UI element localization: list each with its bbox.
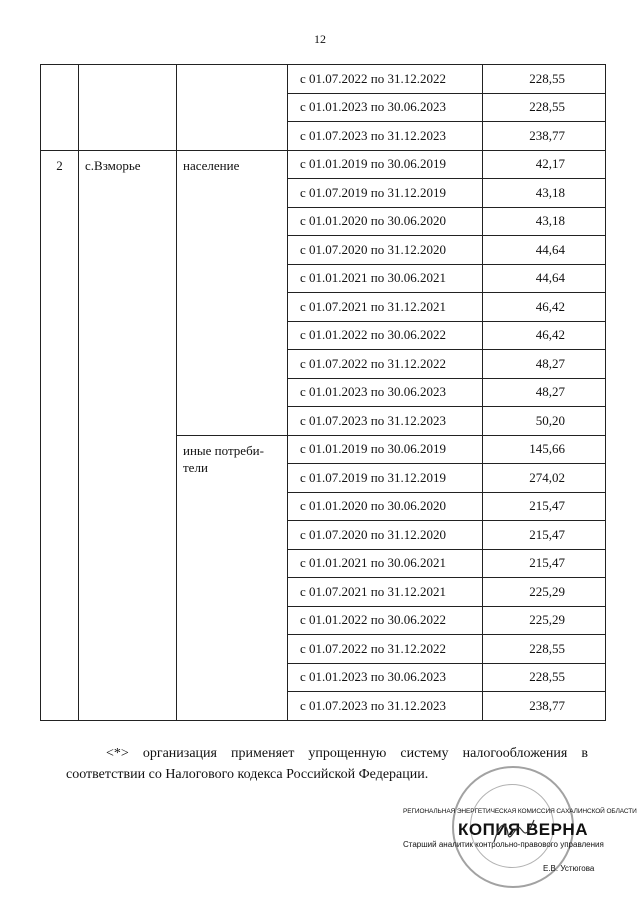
settlement-cell xyxy=(79,65,177,151)
period-cell: с 01.01.2020 по 30.06.2020 xyxy=(288,207,483,236)
tariff-value-cell: 215,47 xyxy=(483,492,606,521)
period-cell: с 01.07.2021 по 31.12.2021 xyxy=(288,578,483,607)
period-cell: с 01.01.2020 по 30.06.2020 xyxy=(288,492,483,521)
tariff-value-cell: 215,47 xyxy=(483,521,606,550)
tariff-value-cell: 215,47 xyxy=(483,549,606,578)
table-row xyxy=(41,65,606,94)
period-cell: с 01.07.2023 по 31.12.2023 xyxy=(288,122,483,151)
tariff-value-cell: 42,17 xyxy=(483,150,606,179)
period-cell: с 01.01.2022 по 30.06.2022 xyxy=(288,606,483,635)
tariff-value-cell: 228,55 xyxy=(483,635,606,664)
tariff-value-cell: 228,55 xyxy=(483,663,606,692)
period-cell: с 01.01.2023 по 30.06.2023 xyxy=(288,378,483,407)
tariff-value-cell: 46,42 xyxy=(483,321,606,350)
tariff-value-cell: 225,29 xyxy=(483,578,606,607)
tariff-value-cell: 238,77 xyxy=(483,692,606,721)
stamp-position: Старший аналитик контрольно-правового управления xyxy=(403,840,604,849)
stamp-signatory-name: Е.В. Устюгова xyxy=(543,864,595,873)
tariff-value-cell: 48,27 xyxy=(483,378,606,407)
footnote: <*> организация применяет упрощенную систему налогообложения в соответствии со Налогового кодекса Российской Федерации. xyxy=(66,746,588,782)
period-cell: с 01.01.2021 по 30.06.2021 xyxy=(288,264,483,293)
handwritten-signature xyxy=(490,812,540,852)
period-cell: с 01.07.2023 по 31.12.2023 xyxy=(288,692,483,721)
stamp-organization: РЕГИОНАЛЬНАЯ ЭНЕРГЕТИЧЕСКАЯ КОМИССИЯ САХАЛИНСКОЙ ОБЛАСТИ xyxy=(403,808,637,815)
tariff-value-cell: 225,29 xyxy=(483,606,606,635)
consumer-group-cell: население xyxy=(177,150,288,435)
tariff-table xyxy=(40,64,606,721)
consumer-group-cell: иные потреби- тели xyxy=(177,435,288,720)
tariff-value-cell: 238,77 xyxy=(483,122,606,151)
period-cell: с 01.01.2023 по 30.06.2023 xyxy=(288,663,483,692)
tariff-value-cell: 50,20 xyxy=(483,407,606,436)
period-cell: с 01.07.2020 по 31.12.2020 xyxy=(288,236,483,265)
period-cell: с 01.07.2022 по 31.12.2022 xyxy=(288,350,483,379)
period-cell: с 01.07.2022 по 31.12.2022 xyxy=(288,65,483,94)
tariff-value-cell: 274,02 xyxy=(483,464,606,493)
tariff-value-cell: 228,55 xyxy=(483,65,606,94)
tariff-value-cell: 46,42 xyxy=(483,293,606,322)
tariff-value-cell: 44,64 xyxy=(483,264,606,293)
period-cell: с 01.07.2021 по 31.12.2021 xyxy=(288,293,483,322)
tariff-value-cell: 44,64 xyxy=(483,236,606,265)
stamp-title: КОПИЯ ВЕРНА xyxy=(458,820,588,839)
period-cell: с 01.07.2019 по 31.12.2019 xyxy=(288,179,483,208)
tariff-value-cell: 48,27 xyxy=(483,350,606,379)
period-cell: с 01.01.2019 по 30.06.2019 xyxy=(288,435,483,464)
tariff-value-cell: 228,55 xyxy=(483,93,606,122)
tariff-value-cell: 145,66 xyxy=(483,435,606,464)
tariff-value-cell: 43,18 xyxy=(483,207,606,236)
period-cell: с 01.01.2019 по 30.06.2019 xyxy=(288,150,483,179)
period-cell: с 01.01.2022 по 30.06.2022 xyxy=(288,321,483,350)
period-cell: с 01.07.2022 по 31.12.2022 xyxy=(288,635,483,664)
period-cell: с 01.01.2021 по 30.06.2021 xyxy=(288,549,483,578)
period-cell: с 01.07.2020 по 31.12.2020 xyxy=(288,521,483,550)
consumer-group-cell xyxy=(177,65,288,151)
period-cell: с 01.07.2019 по 31.12.2019 xyxy=(288,464,483,493)
row-number-cell xyxy=(41,65,79,151)
settlement-cell: с.Взморье xyxy=(79,150,177,720)
tariff-value-cell: 43,18 xyxy=(483,179,606,208)
page-number: 12 xyxy=(314,32,326,46)
period-cell: с 01.01.2023 по 30.06.2023 xyxy=(288,93,483,122)
table-row xyxy=(41,150,606,179)
period-cell: с 01.07.2023 по 31.12.2023 xyxy=(288,407,483,436)
row-number-cell: 2 xyxy=(41,150,79,720)
